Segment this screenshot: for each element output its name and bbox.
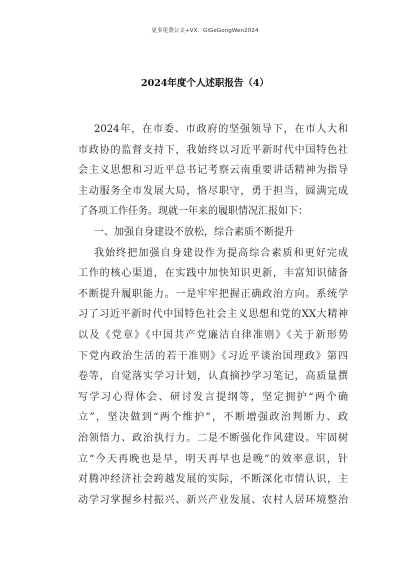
body-line: 一、加强自身建设不放松，综合素质不断提升 — [94, 226, 294, 238]
body-line: 写学习心得体会、研讨发言提纲等，坚定拥护“两个确 — [78, 391, 348, 403]
document-body — [78, 120, 348, 511]
body-line: 工作的核心渠道，在实践中加快知识更新，丰富知识储备 — [78, 268, 348, 280]
body-line: 主动服务全市发展大局，恪尽职守，勇于担当，圆满完成 — [78, 185, 348, 197]
body-line: 治领悟力、政治执行力。二是不断强化作风建设。牢固树 — [78, 432, 348, 444]
document-title: 2024年度个人述职报告（4） — [140, 78, 270, 89]
body-line: 了各项工作任务。现就一年来的履职情况汇报如下： — [78, 206, 308, 218]
body-line: 会主义思想和习近平总书记考察云南重要讲话精神为指导 — [78, 165, 348, 177]
body-line: 习了习近平新时代中国特色社会主义思想和党的XX大精神 — [78, 309, 348, 321]
body-line: 不断提升履职能力。一是牢牢把握正确政治方向。系统学 — [78, 288, 348, 300]
body-line: 市政协的监督支持下，我始终以习近平新时代中国特色社 — [78, 144, 348, 156]
body-line: 立”，坚决做到“两个维护”，不断增强政治判断力、政 — [78, 412, 348, 424]
body-line: 动学习掌握乡村振兴、新兴产业发展、农村人居环境整治 — [78, 494, 348, 506]
body-line: 立“今天再晚也是早，明天再早也是晚”的效率意识，针 — [78, 453, 348, 465]
body-line: 以及《党章》《中国共产党廉洁自律准则》《关于新形势 — [78, 329, 348, 341]
body-line: 卷等，自觉落实学习计划，认真摘抄学习笔记，高质量撰 — [78, 371, 348, 383]
body-line: 2024年，在市委、市政府的坚强领导下，在市人大和 — [94, 124, 348, 135]
body-line: 下党内政治生活的若干准则》《习近平谈治国理政》第四 — [78, 350, 348, 362]
body-line: 对腾冲经济社会跨越发展的实际，不断深化市情认识，主 — [78, 474, 348, 486]
header-note: 更多免费公文+VX：GlGeGongWen2024 — [151, 28, 259, 34]
body-line: 我始终把加强自身建设作为提高综合素质和更好完成 — [94, 247, 348, 259]
